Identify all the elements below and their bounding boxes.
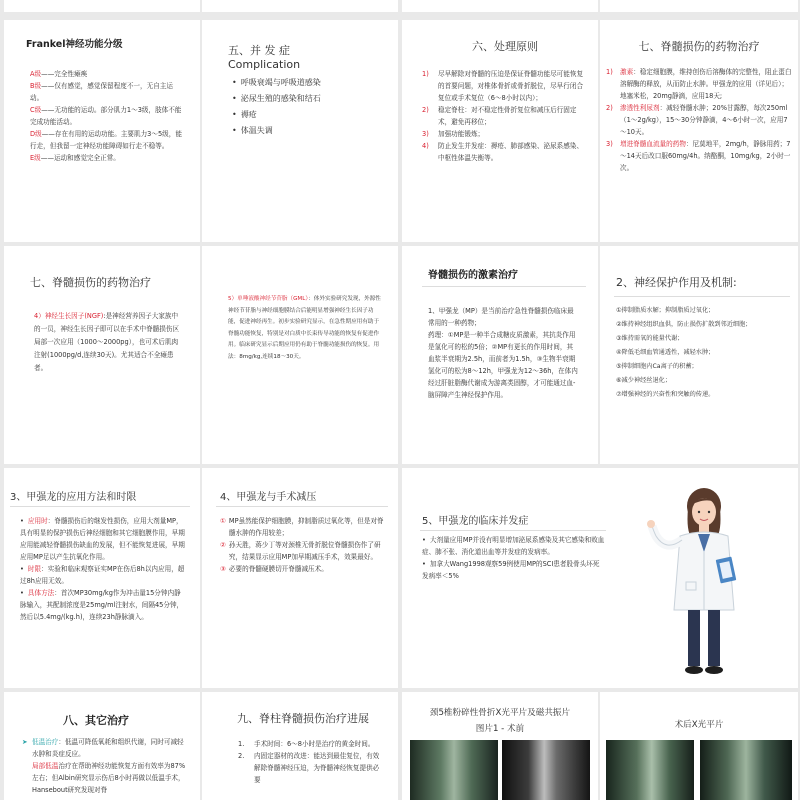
slide-stub bbox=[402, 0, 598, 12]
slide-principles bbox=[402, 20, 598, 242]
slide-title: 3、甲强龙的应用方法和时限 bbox=[10, 492, 137, 503]
slide-title: 脊髓损伤的激素治疗 bbox=[428, 270, 518, 281]
divider bbox=[216, 506, 388, 507]
divider bbox=[420, 530, 606, 531]
slide-title: 七、脊髓损伤的药物治疗 bbox=[30, 276, 151, 289]
xray-image bbox=[410, 740, 498, 800]
xray-image bbox=[700, 740, 792, 800]
slide-drugs-2b bbox=[202, 246, 398, 464]
list-item: • 体温失调 bbox=[232, 123, 388, 139]
principles-list bbox=[422, 68, 588, 164]
list-item: 2) 稳定脊柱：对不稳定性骨折复位和减压后行固定术，避免再移位； bbox=[422, 106, 577, 126]
divider bbox=[10, 506, 190, 507]
list-item: • 加拿大Wang1998观察59例使用MP的SCI患者股骨头坏死发病率＜5% bbox=[422, 558, 606, 582]
slide-title: 六、处理原则 bbox=[472, 40, 538, 53]
list-item: ② 孙天胜，蒋少丁等对颈椎无骨折脱位脊髓损伤作了研究，结果显示应用MP加早期减压手术，效果最好。 bbox=[220, 541, 381, 561]
slide-subtitle: 图片1 - 术前 bbox=[475, 724, 525, 734]
slide-title: 九、脊柱脊髓损伤治疗进展 bbox=[237, 712, 369, 725]
list-item: • 具体方法：首次MP30mg/kg作为冲击量15分钟内静脉输入，其配制浓度是25mg/ml注射水，间隔45分钟，然后以5.4mg/(kg.h)，连续23h静脉滴入。 bbox=[20, 587, 186, 623]
slide-stub bbox=[4, 0, 200, 12]
list-item: • 应用时：脊髓损伤后的继发性损伤，应用大剂量MP，具有明显的保护损伤后神经细胞和其它细胞膜作用，早期应用能减轻脊髓损伤缺血的发展，但不能恢复进展，早期应用MP足以产生抗氧化作用。 bbox=[20, 515, 186, 563]
list-item: 1) 激素：稳定细胞膜，维持创伤后溶酶体的完整性，阻止蛋白溶解酶的释放，从而防止水肿。甲强龙的应用（详见后）；地塞米松，20mg静滴，应用18天; bbox=[606, 68, 792, 100]
slide-clinical bbox=[402, 468, 798, 688]
list-item: ①抑制脂质水解；抑制脂质过氧化； bbox=[616, 307, 715, 314]
frankel-item-d: D级——存在有用的运动功能。主要肌力3～5级，能行走，但我留一定神经功能障碍如行走不稳等。 bbox=[30, 130, 182, 150]
list-item: ⑥减少神经丝退化； bbox=[616, 377, 672, 384]
slide-frankel bbox=[4, 20, 200, 242]
list-item: ① MP虽然能保护细胞膜，抑制脂质过氧化等，但是对脊髓水肿的作用较差； bbox=[220, 517, 384, 537]
list-item: 2) 渗透性利尿剂：减轻脊髓水肿；20%甘露醇，每次250ml（1～2g/kg），15～30分钟静滴，4～6小时一次，应用7～10天。 bbox=[606, 104, 788, 136]
list-item: ➤ 低温治疗：低温可降低氧耗和组织代谢，同时可减轻水肿和炎症反应。 bbox=[22, 738, 184, 758]
list-item: 3) 增进脊髓血流量的药物：尼莫地平，2mg/h，静脉用药；7～14天后改口服60mg/4h。纳酪酮，10mg/kg，2小时一次。 bbox=[606, 140, 791, 172]
slide-title: 术后X光平片 bbox=[674, 720, 724, 730]
list-item: ③ 必要的脊髓硬膜切开脊髓减压术。 bbox=[220, 565, 328, 573]
list-item: 4) 防止发生并发症：褥疮、肺部感染、泌尿系感染、中枢性体温失衡等。 bbox=[422, 142, 584, 162]
list-item: 1) 尽早解除对脊髓的压迫是保证脊髓功能尽可能恢复的首要问题，对椎体骨折或骨折脱位，尽早行闭合复位或手术复位（6～8小时以内）； bbox=[422, 70, 584, 102]
mechanism-list bbox=[616, 304, 794, 402]
slide-title: 五、并 发 症 bbox=[228, 44, 290, 57]
slide-xray-post bbox=[600, 692, 798, 800]
list-item: • 呼吸衰竭与呼吸道感染 bbox=[232, 75, 388, 91]
slide-title: 4、甲强龙与手术减压 bbox=[220, 492, 317, 503]
list-item: ②维持神经组织血供，防止损伤扩散到邻近细胞； bbox=[616, 321, 752, 328]
slide-title: 2、神经保护作用及机制: bbox=[616, 276, 737, 289]
list-item: 1. 手术时间：6～8小时是治疗的黄金时间。 bbox=[238, 740, 375, 748]
slide-title: 5、甲强龙的临床并发症 bbox=[422, 516, 529, 527]
list-item: • 大剂量应用MP并没有明显增加泌尿系感染及其它感染和败血症、肺不张、消化道出血等并发症的发病率。 bbox=[422, 534, 606, 558]
hormone-text: 1、甲强龙（MP）是当前治疗急性脊髓损伤临床最常用的一种药物； 药理：①MP是一种半合成糖皮质激素，其抗炎作用是氢化可的松的5倍；②MP有更长的作用时间，其血浆半衰期为2.5h，而前者为1.5h，③生物半衰期氢化可的松为8～12h，甲强龙为12～36h，在体内经过肝脏脂酶代谢成为游离类固醇，才可能通过血-脑屏障产生神经保护作用。 bbox=[428, 307, 578, 399]
list-item: 2. 内固定器材的改进：能达到最佳复位，有效解除脊髓神经压迫，为脊髓神经恢复提供必要 bbox=[238, 752, 380, 784]
mri-image bbox=[502, 740, 590, 800]
clinical-list bbox=[422, 534, 606, 582]
slide-xray-pre bbox=[402, 692, 598, 800]
other-list bbox=[22, 736, 190, 796]
xray-image bbox=[606, 740, 694, 800]
list-item: 局部低温治疗在帮助神经功能恢复方面有效率为87%左右；但Albin研究显示伤后8小时再做以低温手术，Hansebout研究发现对脊 bbox=[32, 762, 186, 794]
list-item: ⑤抑制细胞内Ca离子的积蓄； bbox=[616, 363, 698, 370]
slide-drugs-1 bbox=[600, 20, 798, 242]
slide-drugs-2a bbox=[4, 246, 200, 464]
slide-mechanism bbox=[600, 246, 798, 464]
slide-stub bbox=[202, 0, 398, 12]
list-item: ③维持需氧的能量代谢； bbox=[616, 335, 684, 342]
list-item: 3) 加强功能锻炼； bbox=[422, 130, 485, 138]
slide-title: 八、其它治疗 bbox=[63, 714, 129, 727]
divider bbox=[422, 286, 586, 287]
doctor-illustration bbox=[642, 482, 762, 682]
slide-usage bbox=[4, 468, 200, 688]
list-item: • 时限：实验和临床观察证实MP在伤后8h以内应用，超过8h应用无效。 bbox=[20, 563, 186, 587]
slide-complication bbox=[202, 20, 398, 242]
frankel-item-a: A级——完全性瘫痪 bbox=[30, 70, 88, 78]
slide-hormone bbox=[402, 246, 598, 464]
progress-list bbox=[222, 738, 384, 786]
list-item: ⑦增强神经的兴奋性和突触的传递。 bbox=[616, 391, 715, 398]
slide-subtitle: Complication bbox=[228, 58, 301, 71]
gml-paragraph: 5）单唾液酸神经节苷脂（GML）：体外实验研究发现，外源性神经节苷脂与神经细胞膜结合后能明显增强神经生长因子功能，促进神经再生。初步实验研究显示，在急性期应用有助于脊髓功能恢复，特别是对白质中长束传导功能的恢复有促进作用。临床研究显示后期应用仍有助于脊髓功能损伤的恢复。用法：8mg/kg,连续18～30天。 bbox=[228, 296, 381, 360]
divider bbox=[614, 296, 790, 297]
frankel-item-c: C级——无功能的运动。部分肌力1～3级，肢体不能完成功能活动。 bbox=[30, 106, 182, 126]
complication-list bbox=[228, 75, 388, 139]
slide-title: 颈5椎粉碎性骨折X光平片及磁共振片 bbox=[429, 708, 571, 718]
frankel-item-e: E级——运动和感觉完全正常。 bbox=[30, 154, 120, 162]
list-item: ④降低毛细血管通透性，减轻水肿； bbox=[616, 349, 715, 356]
surgery-list bbox=[220, 515, 388, 575]
slide-stub bbox=[600, 0, 798, 12]
slide-title: Frankel神经功能分级 bbox=[26, 39, 123, 50]
list-item: • 泌尿生殖的感染和结石 bbox=[232, 91, 388, 107]
drugs-list bbox=[606, 66, 792, 174]
usage-list bbox=[10, 515, 186, 623]
list-item: • 褥疮 bbox=[232, 107, 388, 123]
slide-other-treatment bbox=[4, 692, 200, 800]
slide-title: 七、脊髓损伤的药物治疗 bbox=[638, 40, 760, 53]
frankel-list bbox=[26, 68, 186, 164]
ngf-paragraph: 4）神经生长因子(NGF):是神经营养因子大家族中的一员，神经生长因子即可以在手术中脊髓损伤区局部一次应用（1000～2000pg），也可术后肌肉注射(1000pg/d,连续30天)。尤其适合不全瘫患者。 bbox=[34, 312, 180, 372]
frankel-item-b: B级——仅有感觉，感觉保留程度不一，无自主运动。 bbox=[30, 82, 173, 102]
slide-progress bbox=[202, 692, 398, 800]
slide-surgery bbox=[202, 468, 398, 688]
